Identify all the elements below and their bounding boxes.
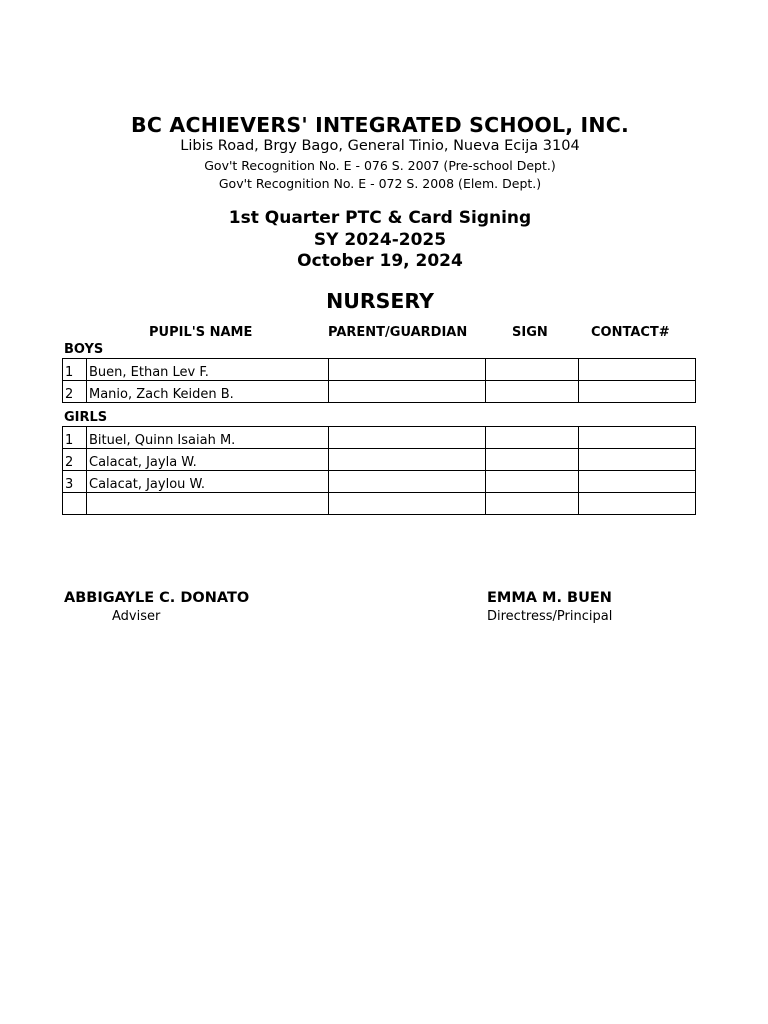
sign-cell [486, 359, 579, 381]
adviser-role: Adviser [112, 609, 161, 624]
table-row [63, 427, 696, 449]
contact-cell [579, 471, 696, 493]
column-header-parent-guardian: PARENT/GUARDIAN [328, 325, 468, 340]
recognition-elementary: Gov't Recognition No. E - 072 S. 2008 (Elem. Dept.) [218, 176, 542, 191]
girls-table [62, 426, 696, 515]
boys-table [62, 358, 696, 403]
principal-name: EMMA M. BUEN [487, 590, 612, 606]
school-address: Libis Road, Brgy Bago, General Tinio, Nueva Ecija 3104 [180, 138, 580, 154]
pupil-name-cell: Buen, Ethan Lev F. [87, 359, 329, 381]
parent-guardian-cell [329, 359, 486, 381]
event-title: 1st Quarter PTC & Card Signing [228, 208, 532, 228]
event-date: October 19, 2024 [297, 251, 463, 271]
girls-group-label: GIRLS [64, 410, 108, 425]
parent-guardian-cell [329, 381, 486, 403]
contact-cell [579, 359, 696, 381]
pupil-name-cell: Calacat, Jayla W. [87, 449, 329, 471]
parent-guardian-cell [329, 427, 486, 449]
column-header-sign: SIGN [512, 325, 548, 340]
sign-cell [486, 449, 579, 471]
column-header-contact: CONTACT# [591, 325, 670, 340]
adviser-name: ABBIGAYLE C. DONATO [64, 590, 250, 606]
pupil-name-cell [87, 493, 329, 515]
parent-guardian-cell [329, 493, 486, 515]
row-number: 1 [63, 427, 87, 449]
parent-guardian-cell [329, 449, 486, 471]
table-row [63, 381, 696, 403]
contact-cell [579, 449, 696, 471]
sign-cell [486, 493, 579, 515]
grade-level-title: NURSERY [326, 289, 434, 313]
table-row [63, 359, 696, 381]
pupil-name-cell: Manio, Zach Keiden B. [87, 381, 329, 403]
recognition-preschool: Gov't Recognition No. E - 076 S. 2007 (Pre-school Dept.) [204, 158, 556, 173]
contact-cell [579, 381, 696, 403]
sign-cell [486, 381, 579, 403]
boys-group-label: BOYS [64, 342, 104, 357]
table-row [63, 449, 696, 471]
parent-guardian-cell [329, 471, 486, 493]
column-header-pupil-name: PUPIL'S NAME [149, 325, 253, 340]
row-number: 2 [63, 381, 87, 403]
table-row [63, 493, 696, 515]
pupil-name-cell: Bituel, Quinn Isaiah M. [87, 427, 329, 449]
school-name: BC ACHIEVERS' INTEGRATED SCHOOL, INC. [131, 113, 629, 137]
principal-role: Directress/Principal [487, 609, 613, 624]
pupil-name-cell: Calacat, Jaylou W. [87, 471, 329, 493]
contact-cell [579, 493, 696, 515]
sign-cell [486, 427, 579, 449]
table-row [63, 471, 696, 493]
row-number [63, 493, 87, 515]
contact-cell [579, 427, 696, 449]
sign-cell [486, 471, 579, 493]
row-number: 3 [63, 471, 87, 493]
row-number: 2 [63, 449, 87, 471]
row-number: 1 [63, 359, 87, 381]
school-year: SY 2024-2025 [313, 230, 447, 250]
